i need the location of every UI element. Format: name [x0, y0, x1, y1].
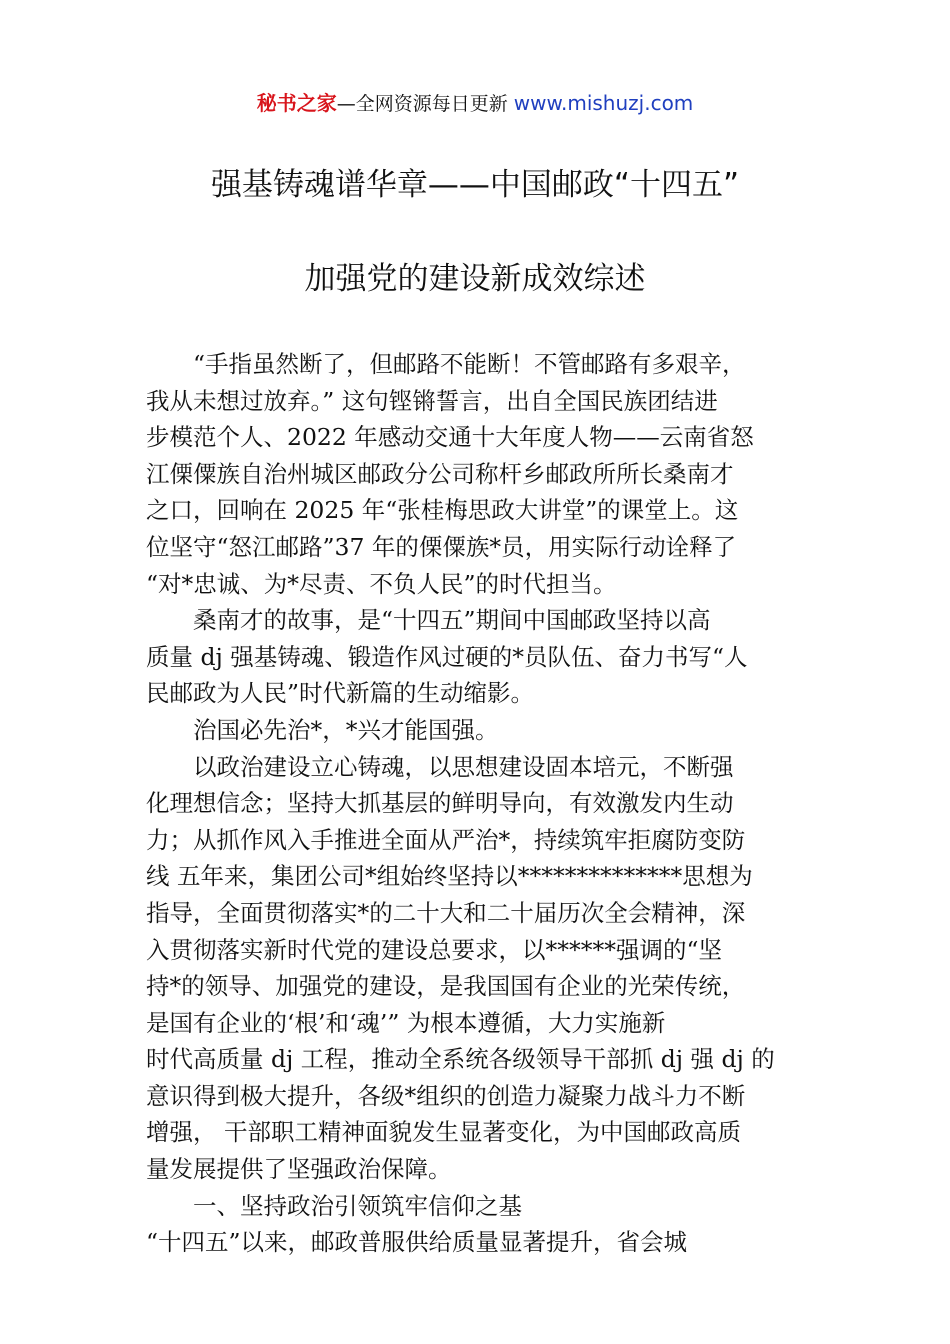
body-line: 步模范个人、2022 年感动交通十大年度人物——云南省怒 [146, 423, 754, 452]
body-line: 入贯彻落实新时代党的建设总要求，以******强调的“坚 [146, 935, 723, 964]
body-line: 指导，全面贯彻落实*的二十大和二十届历次全会精神，深 [146, 898, 746, 927]
body-line: 以政治建设立心铸魂，以思想建设固本培元，不断强 [193, 752, 734, 781]
article-title-line-1: 强基铸魂谱华章——中国邮政“十四五” [210, 167, 740, 203]
body-line: 时代高质量 dj 工程，推动全系统各级领导干部抓 dj 强 dj 的 [146, 1045, 775, 1074]
body-line: 增强， 干部职工精神面貌发生显著变化，为中国邮政高质 [146, 1118, 741, 1147]
body-line: 意识得到极大提升，各级*组织的创造力凝聚力战斗力不断 [146, 1081, 746, 1110]
body-line: 我从未想过放弃。” 这句铿锵誓言，出自全国民族团结进 [146, 386, 718, 415]
site-tagline: —全网资源每日更新 [336, 93, 514, 115]
article-body [146, 346, 808, 1261]
section-heading: 一、坚持政治引领筑牢信仰之基 [193, 1191, 522, 1220]
body-line: 桑南才的故事，是“十四五”期间中国邮政坚持以高 [193, 606, 711, 635]
site-header [0, 88, 950, 119]
body-line: 之口，回响在 2025 年“张桂梅思政大讲堂”的课堂上。这 [146, 496, 739, 525]
body-line: 化理想信念；坚持大抓基层的鲜明导向，有效激发内生动 [146, 789, 734, 818]
body-line: 力；从抓作风入手推进全面从严治*，持续筑牢拒腐防变防 [146, 825, 746, 854]
body-line: 量发展提供了坚强政治保障。 [146, 1155, 452, 1184]
body-line: “手指虽然断了，但邮路不能断！不管邮路有多艰辛， [193, 350, 746, 378]
site-brand: 秘书之家 [256, 91, 337, 115]
body-line: “对*忠诚、为*尽责、不负人民”的时代担当。 [146, 569, 617, 598]
article-title-line-2: 加强党的建设新成效综述 [304, 261, 646, 297]
body-line: 治国必先治*，*兴才能国强。 [193, 715, 499, 744]
body-line: 是国有企业的‘根’和‘魂’” 为根本遵循，大力实施新 [146, 1008, 666, 1037]
body-line: “十四五”以来，邮政普服供给质量显著提升，省会城 [146, 1228, 688, 1257]
body-line: 位坚守“怒江邮路”37 年的傈僳族*员，用实际行动诠释了 [146, 532, 737, 561]
body-line: 持*的领导、加强党的建设，是我国国有企业的光荣传统， [146, 972, 746, 1001]
body-line: 质量 dj 强基铸魂、锻造作风过硬的*员队伍、奋力书写“人 [146, 642, 748, 671]
site-url-link[interactable]: www.mishuzj.com [513, 91, 694, 115]
body-line: 江傈僳族自治州城区邮政分公司称杆乡邮政所所长桑南才 [146, 459, 734, 488]
body-line: 民邮政为人民”时代新篇的生动缩影。 [146, 679, 535, 708]
body-line: 线 五年来，集团公司*组始终坚持以**************思想为 [146, 862, 753, 891]
